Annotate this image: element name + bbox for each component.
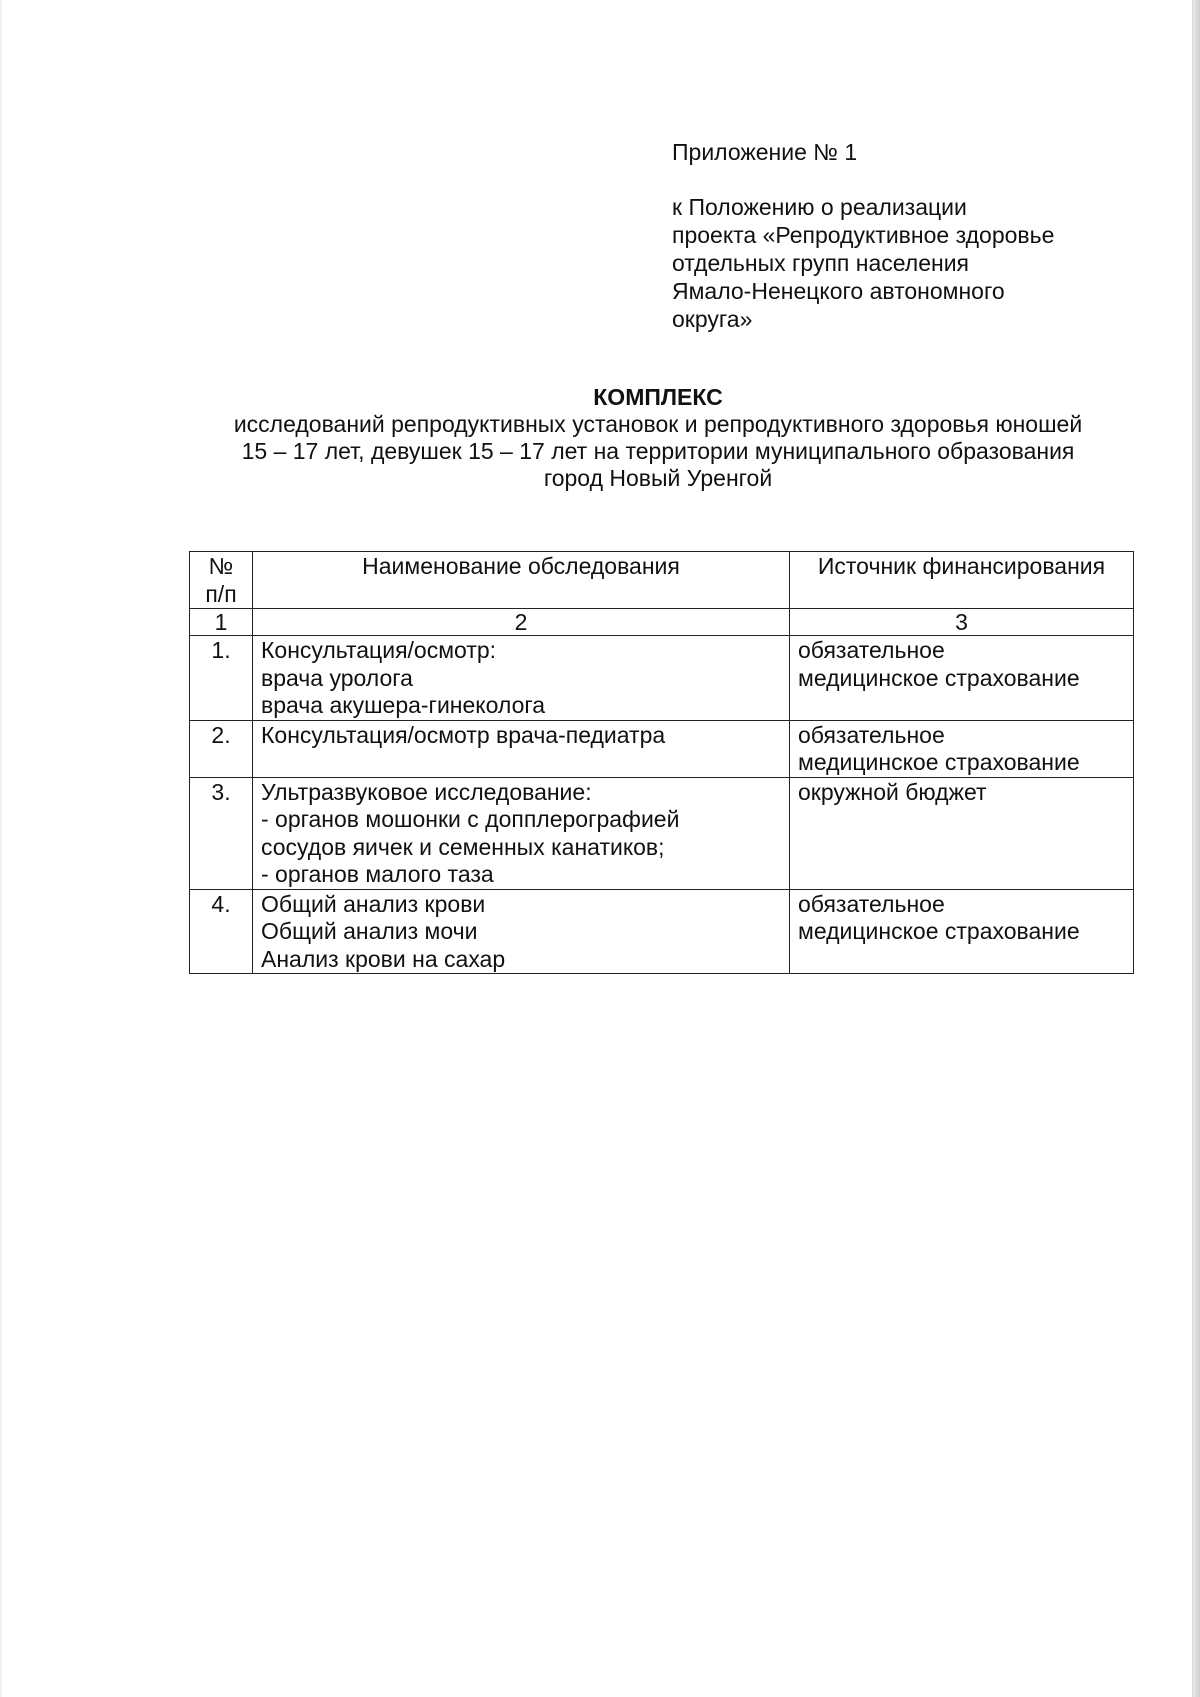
row-source <box>790 777 1134 889</box>
header-source: Источник финансирования <box>790 552 1134 609</box>
row-name-line: - органов малого таза <box>261 861 494 887</box>
appendix-note <box>672 138 1102 333</box>
row-source-line: медицинское страхование <box>798 664 1080 691</box>
row-name <box>253 889 790 974</box>
row-source <box>790 720 1134 777</box>
index-cell: 3 <box>790 609 1134 636</box>
row-name-line: врача акушера-гинеколога <box>261 692 546 718</box>
row-source-line: обязательное <box>798 637 945 663</box>
table-header-row <box>190 552 1134 609</box>
row-name-line: Общий анализ мочи <box>261 918 478 944</box>
document-heading <box>150 384 1166 492</box>
row-name <box>253 777 790 889</box>
appendix-line: Ямало-Ненецкого автономного <box>672 278 1005 304</box>
row-name <box>253 720 790 777</box>
document-title: КОМПЛЕКС <box>593 384 723 410</box>
row-source-line: обязательное <box>798 890 945 917</box>
document-subtitle-line: исследований репродуктивных установок и репродуктивного здоровья юношей <box>233 411 1083 437</box>
row-source-line: обязательное <box>798 721 945 748</box>
document-subtitle-line: город Новый Уренгой <box>543 465 773 491</box>
row-number: 2. <box>190 720 253 777</box>
header-number-line: № <box>208 553 234 579</box>
appendix-line: проекта «Репродуктивное здоровье <box>672 222 1055 248</box>
row-name-line: - органов мошонки с допплерографией <box>261 806 680 832</box>
table-row <box>190 777 1134 889</box>
page-right-edge <box>1192 0 1200 1697</box>
row-name-line: Общий анализ крови <box>261 890 486 917</box>
row-source-line: медицинское страхование <box>798 918 1080 944</box>
header-number <box>190 552 253 609</box>
appendix-line: к Положению о реализации <box>672 194 967 220</box>
row-name-line: Консультация/осмотр врача-педиатра <box>261 721 666 748</box>
appendix-number: Приложение № 1 <box>672 139 858 165</box>
index-cell: 1 <box>190 609 253 636</box>
header-name: Наименование обследования <box>253 552 790 609</box>
appendix-line: отдельных групп населения <box>672 250 969 276</box>
table-row <box>190 636 1134 721</box>
row-source <box>790 636 1134 721</box>
document-subtitle-line: 15 – 17 лет, девушек 15 – 17 лет на территории муниципального образования <box>241 438 1075 464</box>
row-number: 4. <box>190 889 253 974</box>
row-number: 1. <box>190 636 253 721</box>
table-index-row <box>190 609 1134 636</box>
row-name-line: врача уролога <box>261 664 413 691</box>
row-name-line: Ультразвуковое исследование: <box>261 778 592 805</box>
row-name-line: Анализ крови на сахар <box>261 945 506 972</box>
table-row <box>190 720 1134 777</box>
row-source <box>790 889 1134 974</box>
row-name <box>253 636 790 721</box>
row-name-line: сосудов яичек и семенных канатиков; <box>261 833 665 860</box>
row-source-line: окружной бюджет <box>798 778 987 805</box>
examinations-table <box>189 551 1134 974</box>
row-number: 3. <box>190 777 253 889</box>
page-left-edge <box>0 0 2 1697</box>
header-number-line: п/п <box>205 580 237 607</box>
appendix-line: округа» <box>672 306 753 332</box>
row-name-line: Консультация/осмотр: <box>261 637 497 663</box>
index-cell: 2 <box>253 609 790 636</box>
row-source-line: медицинское страхование <box>798 749 1080 775</box>
table-row <box>190 889 1134 974</box>
